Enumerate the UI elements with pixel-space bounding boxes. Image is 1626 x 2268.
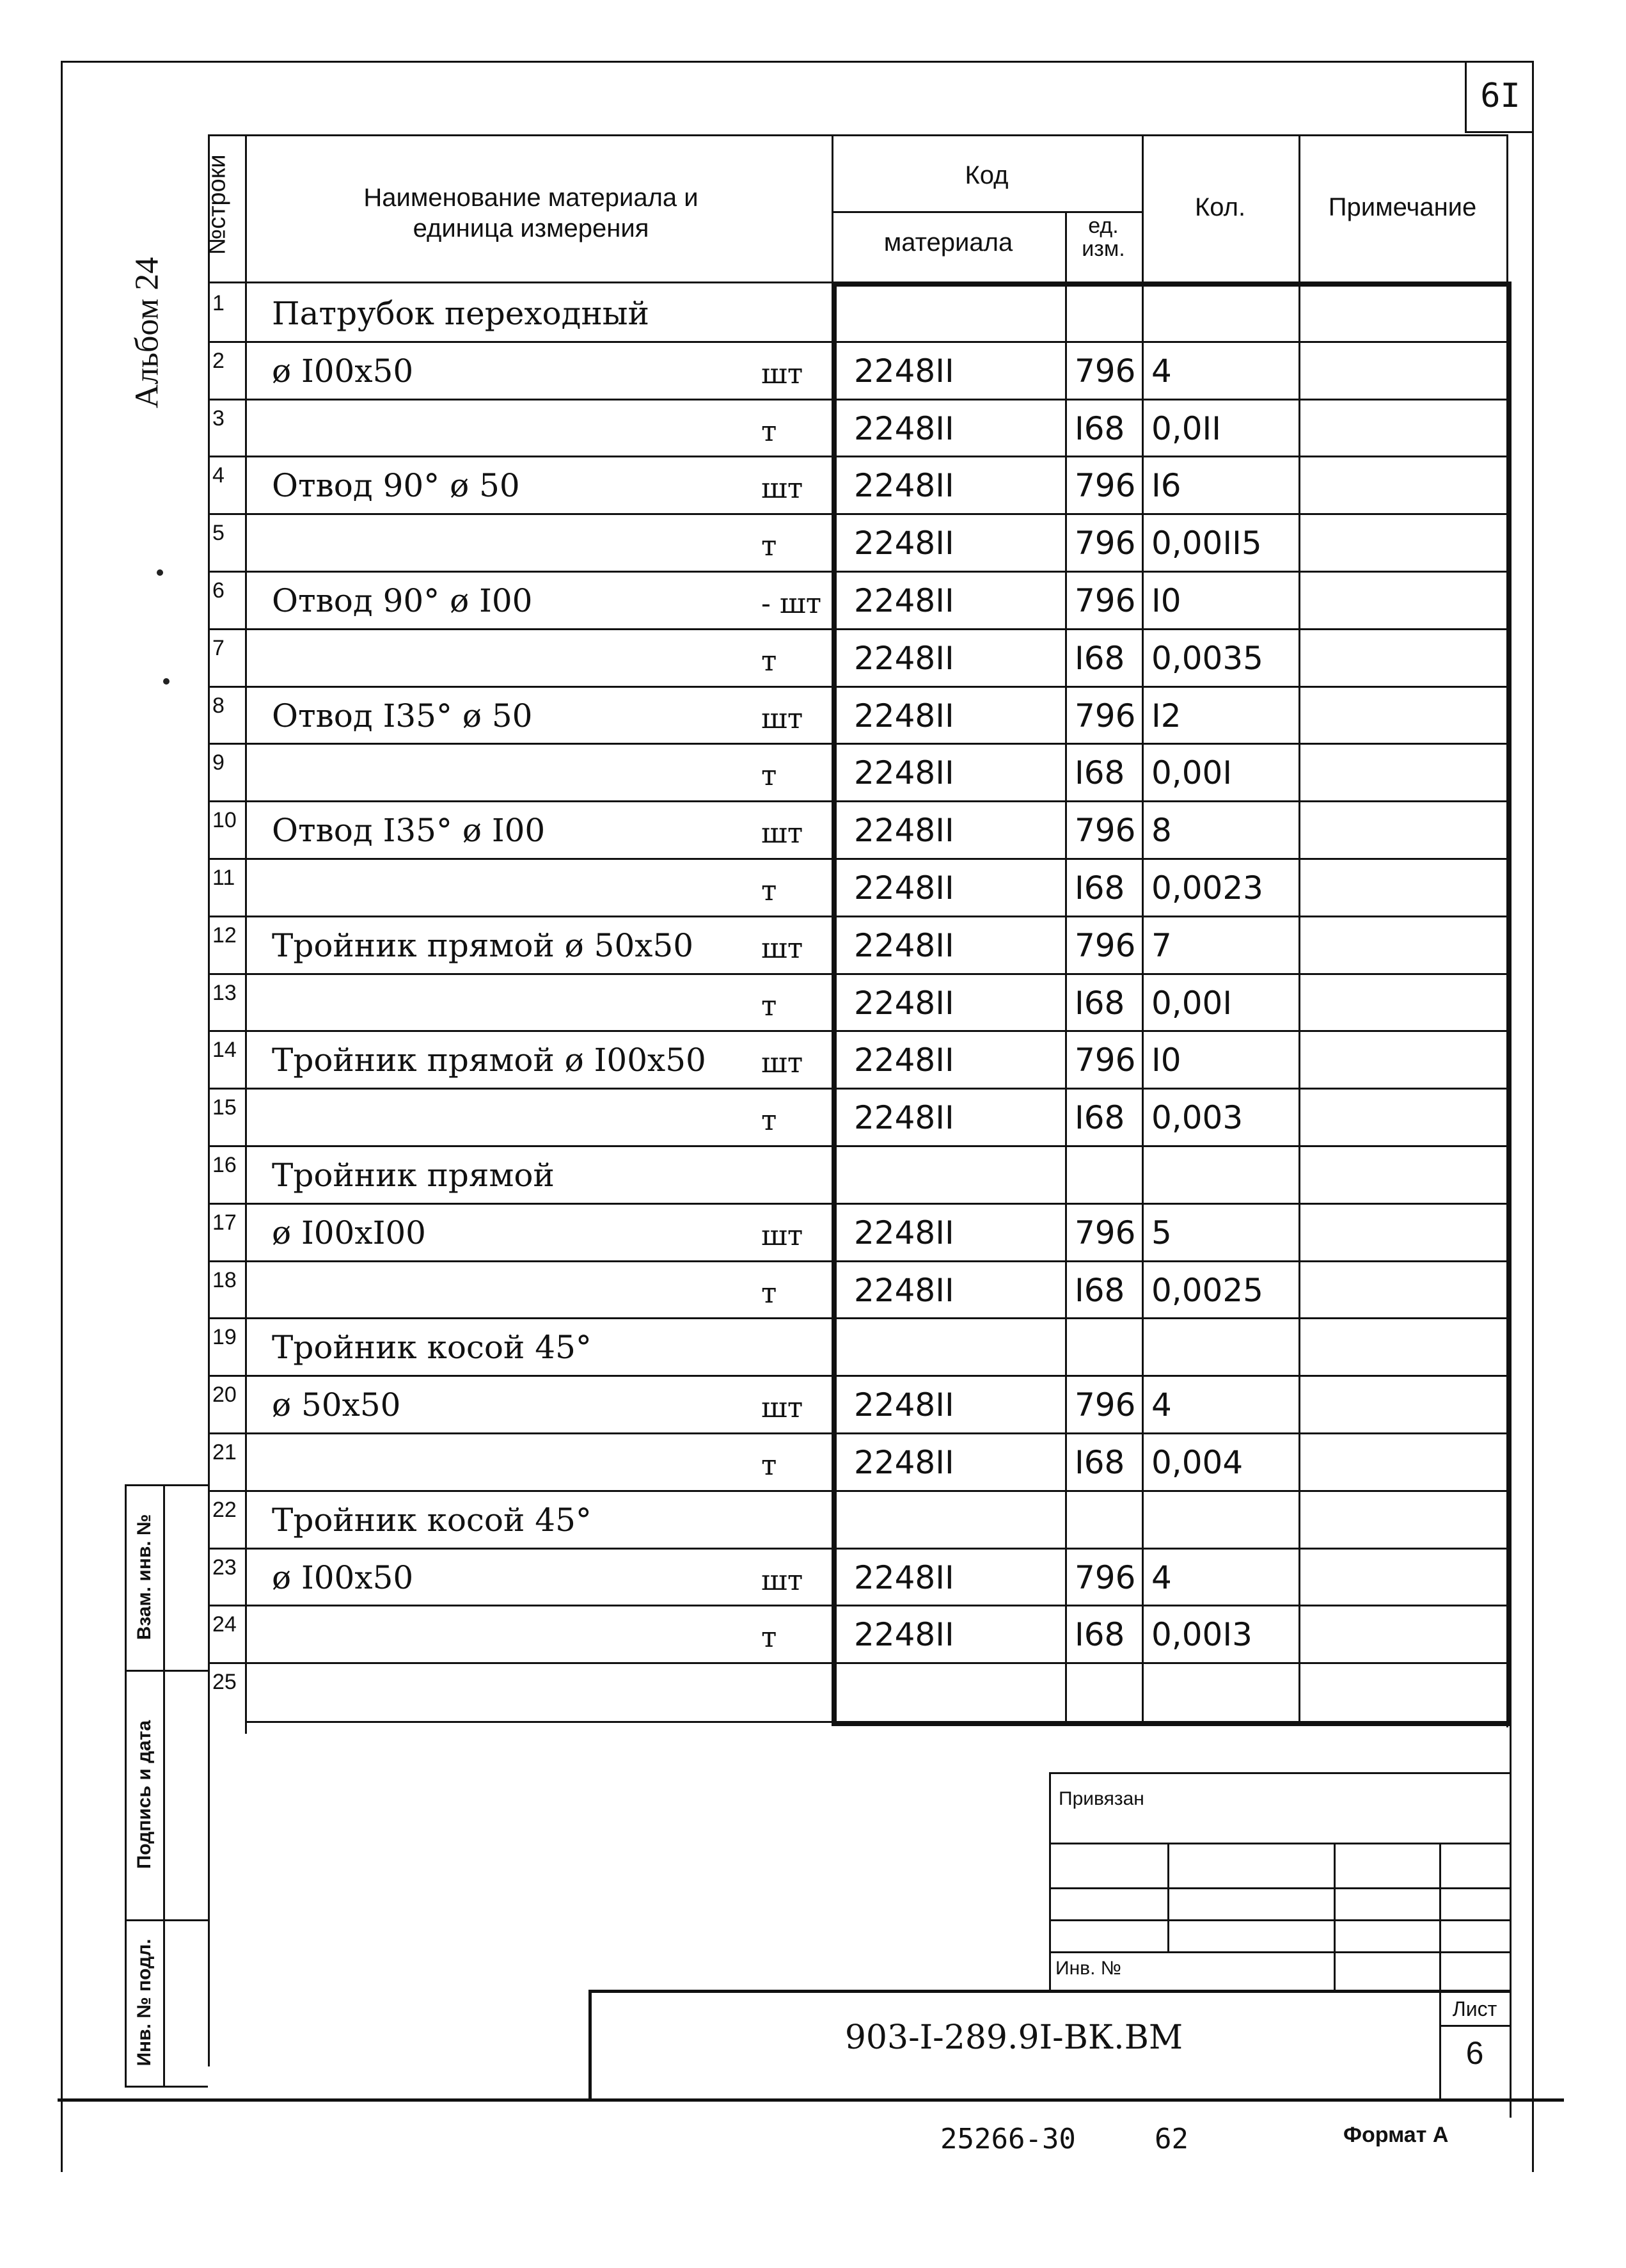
row-unit-name: т xyxy=(761,1621,777,1654)
row-code: 2248II xyxy=(854,1444,954,1481)
row-qty: 0,0023 xyxy=(1151,869,1263,907)
doc-code: 903-I-289.9I-ВК.ВМ xyxy=(844,2018,1183,2057)
label-podpis-data: Подпись и дата xyxy=(134,1720,155,1869)
row-unit-code: 796 xyxy=(1075,467,1136,505)
row-number: 12 xyxy=(212,923,237,948)
row-unit-code: 796 xyxy=(1075,1558,1136,1596)
row-number: 17 xyxy=(212,1210,237,1235)
row-qty: 0,004 xyxy=(1151,1444,1243,1481)
row-code: 2248II xyxy=(854,1214,954,1251)
row-qty: 0,0035 xyxy=(1151,639,1263,677)
album-label: Альбом 24 xyxy=(129,257,166,409)
row-number: 14 xyxy=(212,1038,237,1063)
row-unit-code: I68 xyxy=(1075,1271,1125,1309)
header-name: Наименование материала и единица измерения xyxy=(363,184,699,242)
row-number: 9 xyxy=(212,750,225,775)
row-name: Отвод I35° ø 50 xyxy=(272,697,533,734)
row-number: 11 xyxy=(212,866,235,890)
row-unit-name: шт xyxy=(761,1047,803,1080)
row-qty: 8 xyxy=(1151,812,1172,850)
sheet-number: 6I xyxy=(1465,61,1534,133)
row-name: Отвод 90° ø 50 xyxy=(272,467,520,505)
row-name: Тройник прямой ø I00x50 xyxy=(272,1042,706,1079)
row-unit-name: т xyxy=(761,759,777,793)
row-unit-code: I68 xyxy=(1075,1099,1125,1137)
row-unit-name: шт xyxy=(761,702,803,735)
row-number: 19 xyxy=(212,1325,237,1350)
row-number: 3 xyxy=(212,406,225,431)
row-unit-code: 796 xyxy=(1075,582,1136,619)
row-code: 2248II xyxy=(854,1042,954,1079)
row-qty: 0,00I xyxy=(1151,754,1233,792)
row-qty: 0,00I3 xyxy=(1151,1616,1252,1654)
row-qty: 4 xyxy=(1151,1386,1172,1424)
header-note: Примечание xyxy=(1328,193,1477,221)
row-name: Патрубок переходный xyxy=(272,295,649,332)
row-unit-name: т xyxy=(761,1449,777,1482)
row-code: 2248II xyxy=(854,812,954,850)
row-name: Тройник косой 45° xyxy=(272,1501,592,1539)
row-code: 2248II xyxy=(854,582,954,619)
row-unit-code: 796 xyxy=(1075,525,1136,562)
row-code: 2248II xyxy=(854,1386,954,1424)
row-unit-name: т xyxy=(761,1104,777,1138)
row-unit-name: шт xyxy=(761,357,803,390)
row-unit-code: 796 xyxy=(1075,697,1136,734)
row-unit-code: I68 xyxy=(1075,409,1125,447)
row-unit-name: шт xyxy=(761,1219,803,1252)
row-qty: I6 xyxy=(1151,467,1181,505)
row-number: 20 xyxy=(212,1383,237,1408)
row-unit-code: I68 xyxy=(1075,639,1125,677)
header-rows-no: №строки xyxy=(203,154,231,255)
row-unit-name: - шт xyxy=(761,587,822,620)
row-code: 2248II xyxy=(854,697,954,734)
header-unit: ед. изм. xyxy=(1082,214,1125,261)
row-code: 2248II xyxy=(854,984,954,1022)
row-number: 18 xyxy=(212,1267,237,1292)
row-qty: 0,0II xyxy=(1151,409,1222,447)
row-unit-code: 796 xyxy=(1075,1386,1136,1424)
row-qty: 4 xyxy=(1151,352,1172,390)
row-unit-code: I68 xyxy=(1075,754,1125,792)
row-unit-code: 796 xyxy=(1075,1042,1136,1079)
row-number: 23 xyxy=(212,1555,237,1580)
row-unit-name: т xyxy=(761,875,777,907)
row-qty: 4 xyxy=(1151,1558,1172,1596)
row-number: 7 xyxy=(212,635,225,660)
row-number: 1 xyxy=(212,291,225,315)
footer-order: 25266-30 xyxy=(940,2123,1076,2155)
row-qty: I0 xyxy=(1151,582,1181,619)
row-qty: 0,00I xyxy=(1151,984,1233,1022)
row-name: ø I00x50 xyxy=(272,352,414,390)
row-unit-name: т xyxy=(761,989,777,1022)
row-name: ø I00x50 xyxy=(272,1558,414,1596)
row-number: 24 xyxy=(212,1612,237,1637)
row-code: 2248II xyxy=(854,409,954,447)
row-number: 8 xyxy=(212,693,225,718)
row-unit-name: т xyxy=(761,644,777,678)
row-code: 2248II xyxy=(854,1271,954,1309)
label-vzam-inv: Взам. инв. № xyxy=(134,1514,155,1640)
row-unit-name: шт xyxy=(761,1392,803,1425)
row-code: 2248II xyxy=(854,352,954,390)
header-material: материала xyxy=(883,228,1013,257)
row-unit-code: I68 xyxy=(1075,1616,1125,1654)
row-code: 2248II xyxy=(854,525,954,562)
row-unit-code: 796 xyxy=(1075,812,1136,850)
row-qty: I2 xyxy=(1151,697,1181,734)
row-unit-name: т xyxy=(761,1276,777,1310)
row-number: 4 xyxy=(212,463,225,488)
row-unit-name: шт xyxy=(761,932,803,965)
row-unit-name: т xyxy=(761,530,777,563)
row-qty: I0 xyxy=(1151,1042,1181,1079)
header-qty: Кол. xyxy=(1194,193,1246,221)
row-unit-code: I68 xyxy=(1075,1444,1125,1481)
row-code: 2248II xyxy=(854,1616,954,1654)
row-code: 2248II xyxy=(854,926,954,964)
row-number: 10 xyxy=(212,808,237,833)
row-code: 2248II xyxy=(854,869,954,907)
row-unit-code: 796 xyxy=(1075,352,1136,390)
row-unit-code: 796 xyxy=(1075,1214,1136,1251)
row-number: 13 xyxy=(212,980,237,1005)
row-number: 15 xyxy=(212,1095,237,1120)
row-qty: 0,00II5 xyxy=(1151,525,1262,562)
row-code: 2248II xyxy=(854,639,954,677)
row-unit-name: шт xyxy=(761,472,803,505)
row-number: 5 xyxy=(212,521,225,546)
header-code: Код xyxy=(965,161,1009,189)
row-name: ø 50x50 xyxy=(272,1386,401,1424)
row-code: 2248II xyxy=(854,754,954,792)
row-number: 6 xyxy=(212,578,225,603)
row-qty: 0,0025 xyxy=(1151,1271,1263,1309)
row-unit-code: I68 xyxy=(1075,869,1125,907)
row-name: Отвод 90° ø I00 xyxy=(272,582,533,619)
footer-format: Формат А xyxy=(1343,2123,1449,2147)
label-inv-no: Инв. № xyxy=(1055,1958,1121,1979)
row-name: Отвод I35° ø I00 xyxy=(272,812,546,850)
row-number: 22 xyxy=(212,1497,237,1522)
row-number: 21 xyxy=(212,1440,237,1464)
list-number: 6 xyxy=(1465,2035,1484,2071)
row-unit-name: шт xyxy=(761,1564,803,1597)
label-inv-podl: Инв. № подл. xyxy=(134,1939,155,2066)
row-code: 2248II xyxy=(854,1099,954,1137)
row-code: 2248II xyxy=(854,467,954,505)
row-name: Тройник прямой ø 50x50 xyxy=(272,926,694,964)
row-unit-code: 796 xyxy=(1075,926,1136,964)
row-name: ø I00xI00 xyxy=(272,1214,426,1251)
row-unit-code: I68 xyxy=(1075,984,1125,1022)
row-name: Тройник прямой xyxy=(272,1157,555,1194)
row-qty: 0,003 xyxy=(1151,1099,1243,1137)
row-unit-name: шт xyxy=(761,817,803,850)
row-number: 16 xyxy=(212,1153,237,1177)
row-qty: 7 xyxy=(1151,926,1172,964)
row-number: 25 xyxy=(212,1670,237,1695)
row-name: Тройник косой 45° xyxy=(272,1329,592,1367)
label-privyazan: Привязан xyxy=(1059,1788,1144,1809)
row-code: 2248II xyxy=(854,1558,954,1596)
label-list: Лист xyxy=(1452,1997,1497,2020)
row-qty: 5 xyxy=(1151,1214,1172,1251)
row-number: 2 xyxy=(212,348,225,373)
row-unit-name: т xyxy=(761,415,777,448)
footer-page: 62 xyxy=(1155,2123,1188,2155)
